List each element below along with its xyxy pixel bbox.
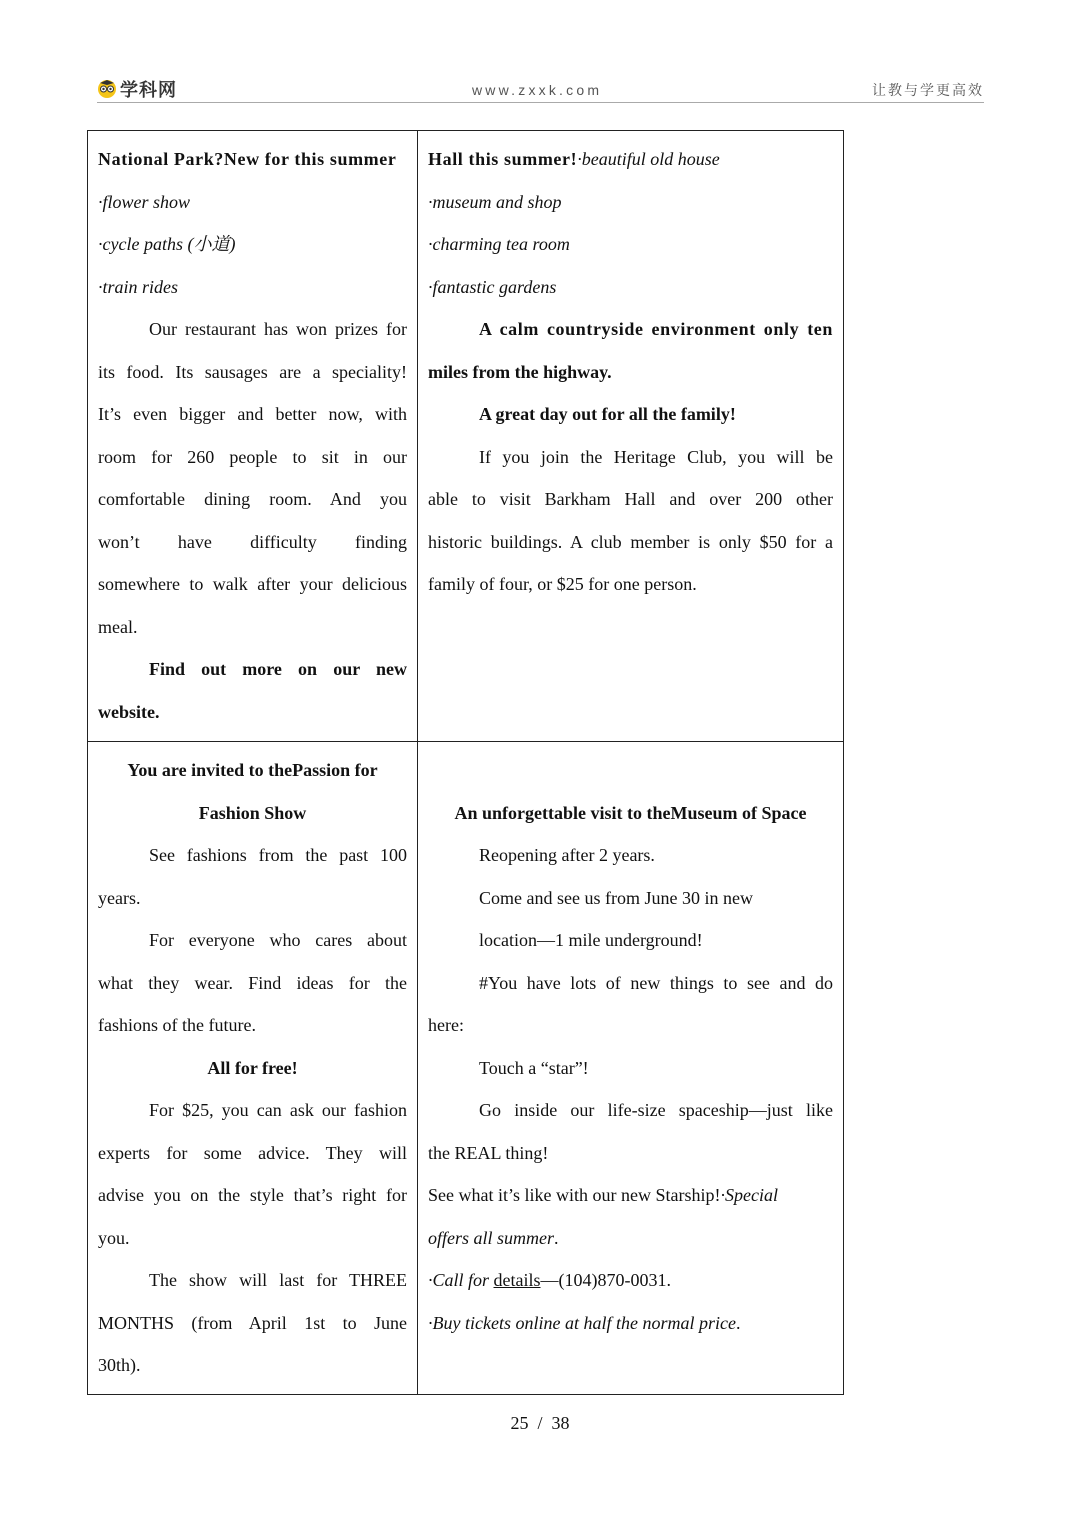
ad-park-body-line: its food. Its sausages are a speciality! <box>98 361 407 382</box>
ad-fashion-body-line: 30th). <box>98 1355 141 1375</box>
site-url[interactable]: www.zxxk.com <box>472 82 603 98</box>
ad-fashion-body-line: years. <box>98 887 141 908</box>
ad-museum-special: ·Special <box>720 1185 778 1205</box>
ad-museum-offers-line <box>428 1217 833 1260</box>
ad-hall-cell <box>418 131 844 742</box>
ad-fashion-body-line: The show will last for THREE <box>149 1270 407 1290</box>
site-slogan: 让教与学更高效 <box>872 83 984 99</box>
ad-museum-reopen: Reopening after 2 years. <box>479 845 655 865</box>
ad-museum-spacer <box>428 749 833 792</box>
ad-museum-body-line: the REAL thing! <box>428 1142 549 1163</box>
ad-park-body-line: It’s even bigger and better now, with <box>98 404 407 424</box>
ad-hall-feature: ·charming tea room <box>428 234 570 254</box>
ad-hall-title <box>428 138 833 181</box>
page-number <box>0 1413 1080 1434</box>
ad-fashion-body-line: what they wear. Find ideas for the <box>98 972 407 993</box>
ad-fashion-title: Fashion Show <box>198 802 307 823</box>
page-separator: / <box>537 1413 543 1433</box>
ad-museum-call-line <box>428 1259 833 1302</box>
ad-museum-call-prefix: ·Call for <box>428 1270 494 1290</box>
ad-hall-title-italic: ·beautiful old house <box>577 149 720 169</box>
ad-museum-body-line: Come and see us from June 30 in new <box>479 887 753 908</box>
ad-hall-title-bold: Hall this summer! <box>428 149 578 169</box>
ad-park-body-line: won’t have difficulty finding <box>98 531 407 552</box>
ad-museum-starship: See what it’s like with our new Starship! <box>428 1185 721 1205</box>
ad-hall-body-line: If you join the Heritage Club, you will be <box>479 446 833 467</box>
ad-park-body-line: comfortable dining room. And you <box>98 489 407 509</box>
ad-park-body-line: room for 260 people to sit in our <box>98 446 407 467</box>
page-total: 38 <box>551 1413 570 1433</box>
ad-fashion-body-line: fashions of the future. <box>98 1015 256 1035</box>
ad-museum-period: . <box>554 1227 559 1248</box>
ad-museum-phone: —(104)870-0031. <box>540 1270 671 1290</box>
ad-park-feature: ·cycle paths (小道) <box>98 234 236 254</box>
page-header <box>97 76 984 104</box>
logo-text: 学科网 <box>120 80 177 101</box>
ad-park-cta: Find out more on our new <box>149 659 407 679</box>
ad-museum-tickets-line <box>428 1302 833 1345</box>
ad-park-body-line: Our restaurant has won prizes for <box>149 319 407 339</box>
ad-fashion-body-line: advise you on the style that’s right for <box>98 1185 407 1205</box>
site-logo[interactable] <box>97 76 177 102</box>
ad-museum-body-line: location—1 mile underground! <box>479 930 703 950</box>
ad-fashion-body-line: For everyone who cares about <box>149 930 407 950</box>
ad-fashion-body-line: MONTHS (from April 1st to June <box>98 1312 407 1333</box>
ad-hall-tagline: miles from the highway. <box>428 361 612 382</box>
ad-park-feature: ·train rides <box>98 276 179 297</box>
ad-fashion-body-line: See fashions from the past 100 <box>149 845 407 865</box>
ad-park-body-line: somewhere to walk after your delicious <box>98 574 407 594</box>
ad-museum-cell <box>418 742 844 1395</box>
page-current: 25 <box>510 1413 529 1433</box>
details-link[interactable]: details <box>493 1270 541 1290</box>
ad-fashion-body-line: For $25, you can ask our fashion <box>149 1100 407 1120</box>
owl-logo-icon <box>97 79 117 99</box>
ad-hall-tagline: A calm countryside environment only ten <box>479 319 833 339</box>
ad-park-body-line: meal. <box>98 616 138 637</box>
ad-museum-body-line: here: <box>428 1015 464 1035</box>
ad-hall-body-line: able to visit Barkham Hall and over 200 other <box>428 489 833 509</box>
ad-fashion-free: All for free! <box>207 1057 298 1078</box>
ad-hall-body-line: historic buildings. A club member is only $50 for a <box>428 531 833 552</box>
ad-hall-feature: ·museum and shop <box>428 191 562 212</box>
ad-museum-title: An unforgettable visit to theMuseum of Space <box>454 802 807 823</box>
ad-fashion-title: You are invited to thePassion for <box>127 760 378 780</box>
ad-museum-body-line: Go inside our life-size spaceship—just like <box>479 1100 833 1120</box>
ad-museum-tickets: ·Buy tickets online at half the normal price <box>428 1312 736 1333</box>
ad-museum-body-line: #You have lots of new things to see and do <box>479 972 833 993</box>
header-divider <box>97 102 984 103</box>
ad-park-cta: website. <box>98 701 160 722</box>
ad-museum-period: . <box>735 1312 741 1333</box>
ad-fashion-body-line: experts for some advice. They will <box>98 1142 407 1163</box>
ad-museum-starship-line <box>428 1174 833 1217</box>
ad-hall-body-line: family of four, or $25 for one person. <box>428 574 697 594</box>
ad-hall-tagline2: A great day out for all the family! <box>479 404 736 424</box>
ad-park-title: National Park?New for this summer <box>98 149 397 169</box>
ad-park-cell <box>88 131 418 742</box>
ad-hall-feature: ·fantastic gardens <box>428 276 557 297</box>
ad-park-feature: ·flower show <box>98 191 191 212</box>
ad-fashion-body-line: you. <box>98 1227 130 1248</box>
ad-museum-offers: offers all summer <box>428 1227 554 1248</box>
ads-table <box>87 130 844 1395</box>
ad-museum-touch: Touch a “star”! <box>479 1057 589 1078</box>
ad-fashion-cell <box>88 742 418 1395</box>
